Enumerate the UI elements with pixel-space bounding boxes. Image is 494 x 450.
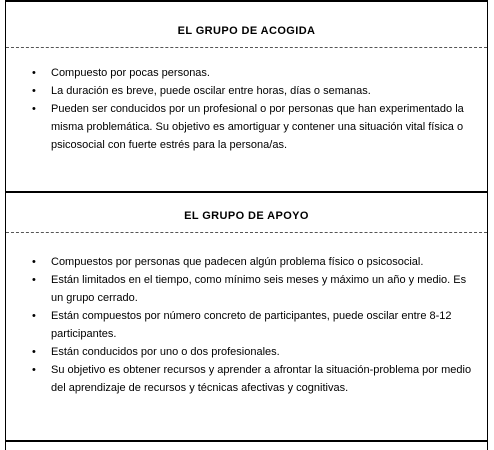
bullet-icon: • (32, 310, 36, 322)
list-item (6, 82, 487, 100)
section-title-acogida: EL GRUPO DE ACOGIDA (177, 25, 316, 37)
section-list-apoyo (6, 253, 487, 397)
bullet-icon: • (32, 67, 36, 79)
list-item (6, 64, 487, 82)
bullet-icon: • (32, 103, 36, 115)
section-list-acogida (6, 64, 487, 154)
bullet-icon: • (32, 85, 36, 97)
table-border-top (6, 0, 487, 2)
list-item (6, 361, 487, 397)
list-item-text: Están limitados en el tiempo, como mínimo seis meses y máximo un año y medio. Es un grupo cerrado. (51, 274, 467, 304)
table-border-bottom (6, 440, 487, 442)
section-divider (6, 47, 487, 48)
list-item (6, 253, 487, 271)
document-table (5, 0, 488, 450)
bullet-icon: • (32, 256, 36, 268)
list-item (6, 271, 487, 307)
list-item (6, 100, 487, 154)
list-item-text: Están conducidos por uno o dos profesionales. (51, 346, 280, 358)
list-item (6, 307, 487, 343)
list-item-text: Su objetivo es obtener recursos y aprender a afrontar la situación-problema por medio del aprendizaje de recursos y técnicas afectivas y cognitivas. (51, 364, 472, 394)
list-item-text: Compuesto por pocas personas. (51, 67, 210, 79)
section-divider (6, 232, 487, 233)
list-item (6, 343, 487, 361)
list-item-text: Compuestos por personas que padecen algún problema físico o psicosocial. (51, 256, 424, 268)
section-title-apoyo: EL GRUPO DE APOYO (184, 210, 309, 222)
bullet-icon: • (32, 346, 36, 358)
list-item-text: Pueden ser conducidos por un profesional o por personas que han experimentado la misma problemática. Su objetivo es amortiguar y contener una situación vital física o psicosocial con fuerte estrés para la persona/as. (51, 103, 464, 151)
bullet-icon: • (32, 274, 36, 286)
bullet-icon: • (32, 364, 36, 376)
list-item-text: Están compuestos por número concreto de participantes, puede oscilar entre 8-12 participantes. (51, 310, 452, 340)
section-separator (6, 191, 487, 193)
list-item-text: La duración es breve, puede oscilar entre horas, días o semanas. (51, 85, 371, 97)
